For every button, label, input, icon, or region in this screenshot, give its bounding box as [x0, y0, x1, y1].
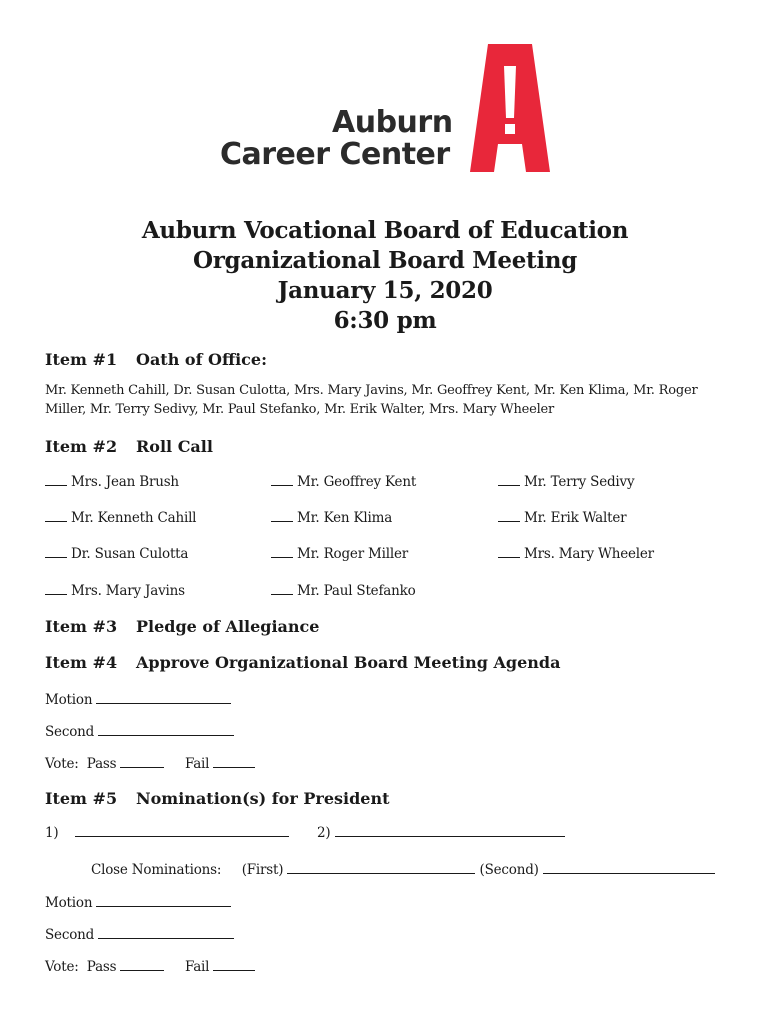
item-number: Item #4 — [45, 653, 118, 672]
checkbox-blank-line[interactable] — [45, 545, 67, 558]
item-number: Item #2 — [45, 437, 118, 456]
member-name: Mr. Roger Miller — [297, 546, 409, 562]
roll-call-entry — [45, 473, 179, 491]
checkbox-blank-line[interactable] — [271, 582, 293, 595]
motion-blank-field[interactable] — [96, 894, 231, 907]
motion-line — [45, 691, 231, 709]
roll-call-entry — [271, 473, 416, 491]
fail-blank-field[interactable] — [213, 958, 255, 971]
second-label: Second — [45, 927, 95, 943]
member-name: Mr. Erik Walter — [524, 510, 627, 526]
vote-line — [45, 755, 255, 773]
member-name: Mr. Terry Sedivy — [524, 474, 635, 490]
roll-call-entry — [498, 545, 654, 563]
item-title: Approve Organizational Board Meeting Agenda — [136, 653, 561, 672]
checkbox-blank-line[interactable] — [45, 473, 67, 486]
oath-of-office-text: Mr. Kenneth Cahill, Dr. Susan Culotta, Mrs. Mary Javins, Mr. Geoffrey Kent, Mr. Ken Klima, Mr. Roger Miller, Mr. Terry Sedivy, Mr. Paul Stefanko, Mr. Erik Walter, Mrs. Mary Wheeler — [45, 383, 698, 417]
vote-label: Vote: — [45, 959, 79, 975]
first-label: (First) — [241, 862, 284, 878]
checkbox-blank-line[interactable] — [45, 582, 67, 595]
pass-blank-field[interactable] — [120, 755, 164, 768]
motion-line-2 — [45, 894, 231, 912]
heading-board-name: Auburn Vocational Board of Education — [141, 217, 629, 244]
fail-label: Fail — [184, 756, 210, 772]
nomination-1-blank-field[interactable] — [75, 824, 289, 837]
member-name: Mr. Geoffrey Kent — [297, 474, 417, 490]
close-nominations-label: Close Nominations: — [91, 862, 222, 878]
item-number: Item #3 — [45, 617, 118, 636]
checkbox-blank-line[interactable] — [498, 545, 520, 558]
nomination-1-label: 1) — [45, 825, 59, 841]
member-name: Mrs. Jean Brush — [71, 474, 179, 490]
checkbox-blank-line[interactable] — [271, 473, 293, 486]
member-name: Mr. Kenneth Cahill — [71, 510, 197, 526]
second-blank-field[interactable] — [98, 926, 234, 939]
item-title: Oath of Office: — [136, 350, 267, 369]
checkbox-blank-line[interactable] — [271, 545, 293, 558]
item-3-heading — [45, 617, 319, 637]
second-nomination-blank-field[interactable] — [543, 861, 715, 874]
logo-text-line1: Auburn — [332, 105, 453, 140]
pass-label: Pass — [86, 959, 117, 975]
auburn-career-center-logo — [220, 44, 550, 174]
vote-label: Vote: — [45, 756, 79, 772]
second-paren-label: (Second) — [479, 862, 539, 878]
roll-call-entry — [45, 509, 196, 527]
vote-line-2 — [45, 958, 255, 976]
heading-time: 6:30 pm — [333, 307, 437, 334]
nomination-2-label: 2) — [317, 825, 331, 841]
motion-blank-field[interactable] — [96, 691, 231, 704]
checkbox-blank-line[interactable] — [498, 473, 520, 486]
checkbox-blank-line[interactable] — [271, 509, 293, 522]
item-title: Pledge of Allegiance — [136, 617, 320, 636]
item-2-heading — [45, 437, 213, 457]
heading-meeting-type: Organizational Board Meeting — [192, 247, 577, 274]
pass-label: Pass — [86, 756, 117, 772]
roll-call-entry — [498, 473, 634, 491]
second-line-2 — [45, 926, 234, 944]
second-label: Second — [45, 724, 95, 740]
fail-label: Fail — [184, 959, 210, 975]
roll-call-entry — [271, 582, 416, 600]
roll-call-entry — [45, 545, 188, 563]
heading-date: January 15, 2020 — [277, 277, 493, 304]
roll-call-entry — [271, 509, 392, 527]
motion-label: Motion — [45, 692, 93, 708]
item-number: Item #5 — [45, 789, 118, 808]
first-blank-field[interactable] — [287, 861, 475, 874]
second-line — [45, 723, 234, 741]
item-number: Item #1 — [45, 350, 118, 369]
logo-text-line2: Career Center — [220, 137, 450, 172]
roll-call-entry — [271, 545, 408, 563]
checkbox-blank-line[interactable] — [498, 509, 520, 522]
nomination-1-line — [45, 824, 289, 842]
motion-label: Motion — [45, 895, 93, 911]
item-5-heading — [45, 789, 389, 809]
item-title: Nomination(s) for President — [136, 789, 390, 808]
member-name: Mrs. Mary Wheeler — [524, 546, 654, 562]
nomination-2-line — [317, 824, 565, 842]
second-blank-field[interactable] — [98, 723, 234, 736]
member-name: Mr. Paul Stefanko — [297, 583, 416, 599]
logo-a-mark-icon — [470, 44, 550, 172]
roll-call-entry — [498, 509, 626, 527]
member-name: Mr. Ken Klima — [297, 510, 393, 526]
item-title: Roll Call — [136, 437, 213, 456]
pass-blank-field[interactable] — [120, 958, 164, 971]
nomination-2-blank-field[interactable] — [335, 824, 565, 837]
meeting-heading — [0, 216, 770, 336]
checkbox-blank-line[interactable] — [45, 509, 67, 522]
roll-call-entry — [45, 582, 185, 600]
item-4-heading — [45, 653, 560, 673]
member-name: Mrs. Mary Javins — [71, 583, 185, 599]
item-1-heading — [45, 350, 267, 370]
fail-blank-field[interactable] — [213, 755, 255, 768]
member-name: Dr. Susan Culotta — [71, 546, 189, 562]
close-nominations-line — [91, 861, 715, 879]
